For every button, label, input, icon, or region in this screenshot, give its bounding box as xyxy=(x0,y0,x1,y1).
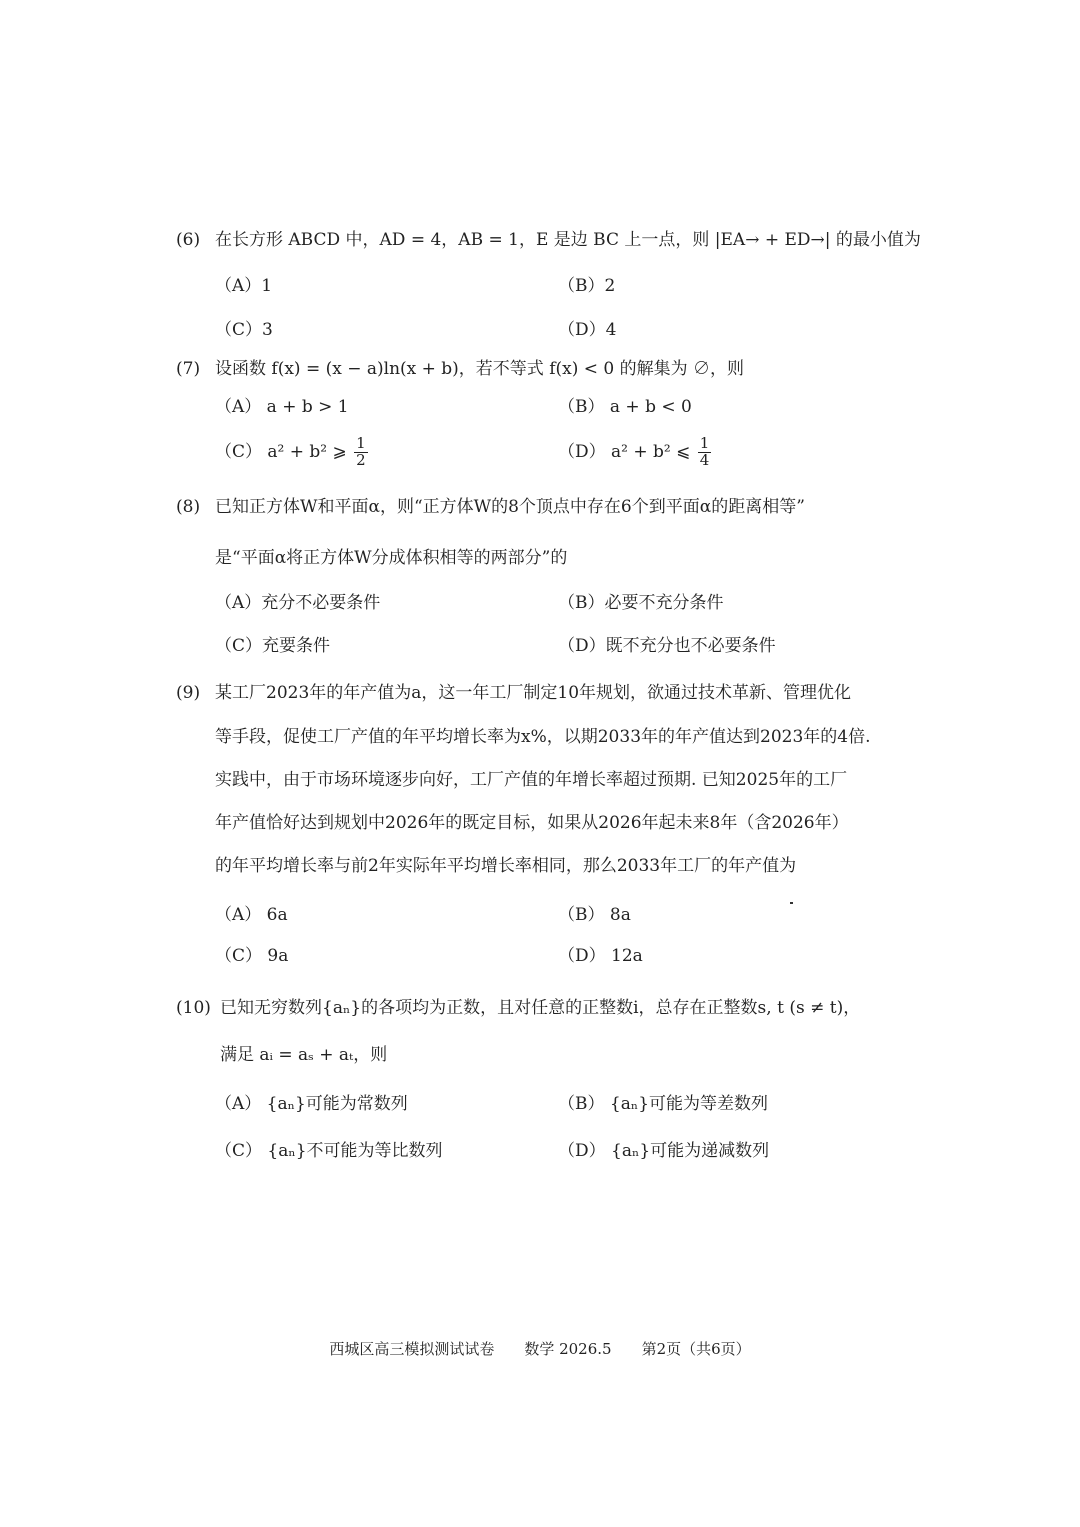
q7-option-d-numerator: 1 xyxy=(699,434,710,452)
q8-option-d: （D）既不充分也不必要条件 xyxy=(558,636,776,656)
q7-number: (7) xyxy=(176,359,201,379)
q7-option-c-numerator: 1 xyxy=(356,434,366,452)
q9-stem-line1: 某工厂2023年的年产值为a，这一年工厂制定10年规划，欲通过技术革新、管理优化 xyxy=(215,683,852,703)
q6-option-a: （A）1 xyxy=(215,276,273,296)
q7-option-a: （A） a + b > 1 xyxy=(215,397,349,417)
q8-option-a: （A）充分不必要条件 xyxy=(215,593,381,613)
q9-stem-line5: 的年平均增长率与前2年实际年平均增长率相同，那么2033年工厂的年产值为 xyxy=(215,856,797,876)
q6-stem: 在长方形 ABCD 中，AD = 4，AB = 1，E 是边 BC 上一点，则 |EA→ + ED→| 的最小值为 xyxy=(215,230,921,250)
q10-option-d: （D） {aₙ}可能为递减数列 xyxy=(558,1141,770,1161)
q9-option-a: （A） 6a xyxy=(215,905,288,925)
q8-option-c: （C）充要条件 xyxy=(215,636,331,656)
q8-number: (8) xyxy=(176,497,201,517)
q6-option-c: （C）3 xyxy=(215,320,273,340)
q7-option-d-fraction xyxy=(698,436,712,469)
q6-option-d: （D）4 xyxy=(558,320,617,340)
q7-option-d xyxy=(558,436,711,469)
q6-number: (6) xyxy=(176,230,201,250)
q9-option-d: （D） 12a xyxy=(558,946,643,966)
q8-stem-line1: 已知正方体W和平面α，则“正方体W的8个顶点中存在6个到平面α的距离相等” xyxy=(215,497,805,517)
q7-stem: 设函数 f(x) = (x − a)ln(x + b)，若不等式 f(x) < 0 的解集为 ∅，则 xyxy=(215,359,745,379)
q9-stem-line4: 年产值恰好达到规划中2026年的既定目标，如果从2026年起未来8年（含2026年） xyxy=(215,813,849,833)
q7-option-c xyxy=(215,436,368,469)
q7-option-b: （B） a + b < 0 xyxy=(558,397,692,417)
q9-option-b: （B） 8a xyxy=(558,905,631,925)
q9-number: (9) xyxy=(176,683,201,703)
q10-option-a: （A） {aₙ}可能为常数列 xyxy=(215,1094,408,1114)
q6-option-b: （B）2 xyxy=(558,276,616,296)
page-footer: 西城区高三模拟测试试卷 数学 2026.5 第2页（共6页） xyxy=(329,1340,751,1358)
q9-stem-line2: 等手段，促使工厂产值的年平均增长率为x%，以期2033年的年产值达到2023年的4倍. xyxy=(215,727,871,747)
q9-stem-line3: 实践中，由于市场环境逐步向好，工厂产值的年增长率超过预期. 已知2025年的工厂 xyxy=(215,770,848,790)
q7-option-d-denominator: 4 xyxy=(699,450,710,469)
q10-option-b: （B） {aₙ}可能为等差数列 xyxy=(558,1094,769,1114)
q9-option-c: （C） 9a xyxy=(215,946,289,966)
q8-stem-line2: 是“平面α将正方体W分成体积相等的两部分”的 xyxy=(215,548,568,568)
q7-option-c-prefix: （C） a² + b² ⩾ xyxy=(215,441,347,462)
stray-mark xyxy=(790,902,793,904)
q7-option-d-prefix: （D） a² + b² ⩽ xyxy=(558,441,691,462)
q10-stem-line1: 已知无穷数列{aₙ}的各项均为正数，且对任意的正整数i，总存在正整数s, t (s ≠ t)， xyxy=(220,998,861,1018)
q10-option-c: （C） {aₙ}不可能为等比数列 xyxy=(215,1141,443,1161)
q10-stem-line2: 满足 aᵢ = aₛ + aₜ，则 xyxy=(220,1045,388,1065)
q7-option-c-denominator: 2 xyxy=(356,450,366,469)
q7-option-c-fraction xyxy=(354,436,368,469)
q10-number: (10) xyxy=(176,998,211,1018)
q8-option-b: （B）必要不充分条件 xyxy=(558,593,724,613)
